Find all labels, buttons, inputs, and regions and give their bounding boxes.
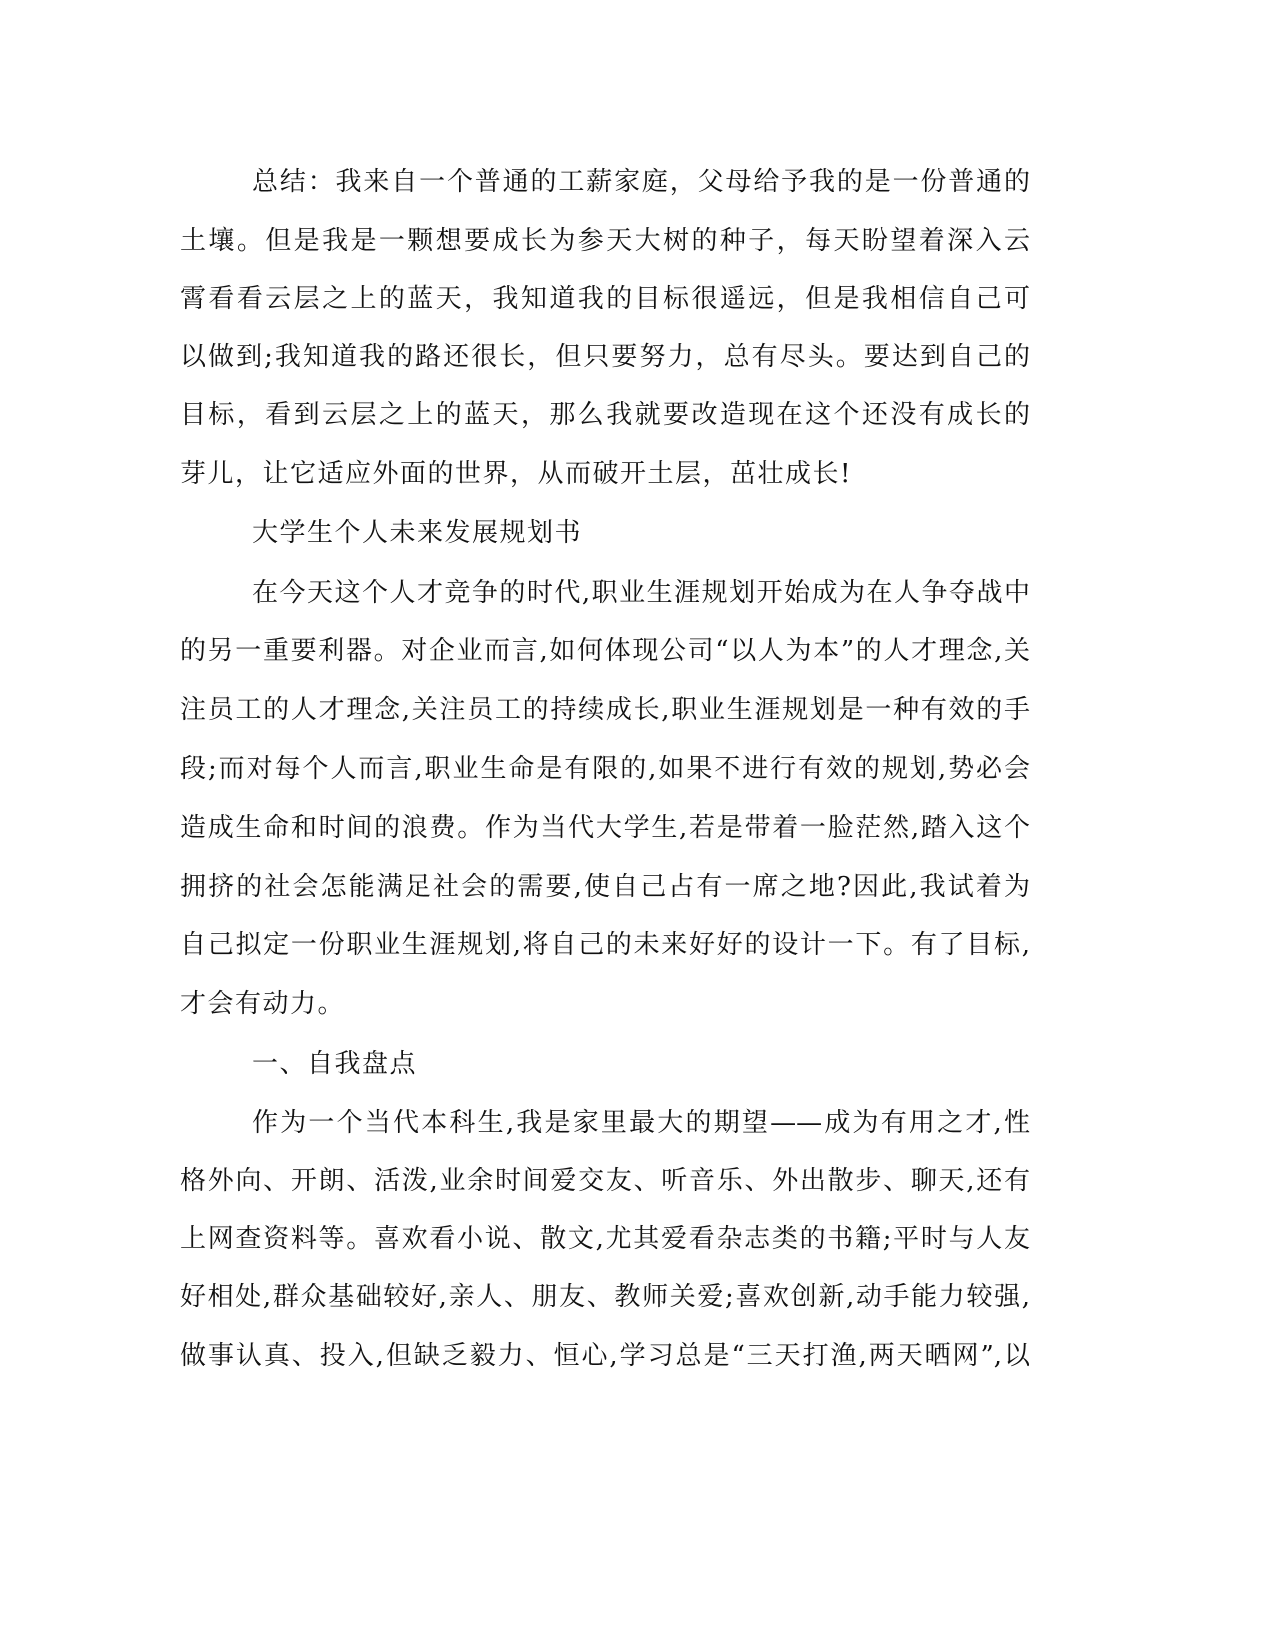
- paragraph-line: 拥挤的社会怎能满足社会的需要,使自己占有一席之地?因此,我试着为: [180, 872, 1030, 902]
- paragraph-line: 造成生命和时间的浪费。作为当代大学生,若是带着一脸茫然,踏入这个: [180, 813, 1030, 843]
- paragraph-line: 作为一个当代本科生,我是家里最大的期望——成为有用之才,性: [252, 1108, 1030, 1138]
- paragraph-line: 霄看看云层之上的蓝天，我知道我的目标很遥远，但是我相信自己可: [180, 284, 1030, 314]
- section-heading: 一、自我盘点: [252, 1049, 418, 1079]
- paragraph-line: 好相处,群众基础较好,亲人、朋友、教师关爱;喜欢创新,动手能力较强,: [180, 1282, 1030, 1312]
- paragraph-line: 目标，看到云层之上的蓝天，那么我就要改造现在这个还没有成长的: [180, 400, 1030, 430]
- paragraph-line: 的另一重要利器。对企业而言,如何体现公司“以人为本”的人才理念,关: [180, 636, 1030, 666]
- paragraph-line: 格外向、开朗、活泼,业余时间爱交友、听音乐、外出散步、聊天,还有: [180, 1166, 1030, 1196]
- paragraph-line: 注员工的人才理念,关注员工的持续成长,职业生涯规划是一种有效的手: [180, 695, 1030, 725]
- paragraph-line: 自己拟定一份职业生涯规划,将自己的未来好好的设计一下。有了目标,: [180, 930, 1030, 960]
- paragraph-line: 芽儿，让它适应外面的世界，从而破开土层，茁壮成长!: [180, 459, 852, 489]
- paragraph-line: 总结：我来自一个普通的工薪家庭，父母给予我的是一份普通的: [252, 167, 1030, 197]
- paragraph-line: 土壤。但是我是一颗想要成长为参天大树的种子，每天盼望着深入云: [180, 226, 1030, 256]
- paragraph-line: 上网查资料等。喜欢看小说、散文,尤其爱看杂志类的书籍;平时与人友: [180, 1224, 1030, 1254]
- paragraph-line: 段;而对每个人而言,职业生命是有限的,如果不进行有效的规划,势必会: [180, 754, 1030, 784]
- paragraph-line: 以做到;我知道我的路还很长，但只要努力，总有尽头。要达到自己的: [180, 342, 1030, 372]
- paragraph-line: 在今天这个人才竞争的时代,职业生涯规划开始成为在人争夺战中: [252, 578, 1030, 608]
- section-title: 大学生个人未来发展规划书: [252, 518, 583, 548]
- paragraph-line: 做事认真、投入,但缺乏毅力、恒心,学习总是“三天打渔,两天晒网”,以: [180, 1341, 1030, 1371]
- paragraph-line: 才会有动力。: [180, 989, 346, 1019]
